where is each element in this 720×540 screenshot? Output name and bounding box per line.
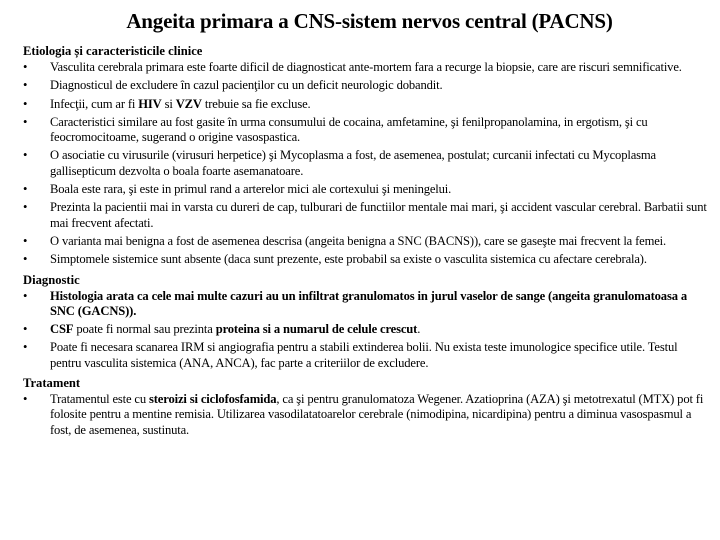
bullet-list — [23, 289, 708, 371]
list-item — [23, 115, 708, 146]
text-segment: , ca şi pentru granulomatoza Wegener. Azatioprina (AZA) şi metotrexatul (MTX) pot fi folosite pentru a mentine remisia. Utilizarea vasodilatatoarelor cerebrale (nimodipina, nicardipina) pentru a diminua vasospasmul a fost, de asemenea, sustinuta. — [50, 392, 704, 437]
list-item — [23, 60, 708, 75]
text-segment: HIV — [138, 96, 162, 111]
text-segment: O varianta mai benigna a fost de asemenea descrisa (angeita benigna a SNC (BACNS)), care se gaseşte mai frecvent la femei. — [50, 233, 667, 248]
section-heading: Tratament — [23, 376, 81, 391]
text-segment: Simptomele sistemice sunt absente (daca sunt prezente, este probabil sa existe o vasculita sistemica cu afectare cerebrala). — [50, 252, 647, 267]
bullet-list — [23, 392, 708, 438]
text-segment: Tratamentul este cu — [50, 392, 150, 407]
text-segment: O asociatie cu virusurile (virusuri herpetice) şi Mycoplasma a fost, de asemenea, postulat; curcanii infectati cu Mycoplasma gallisepticum dezvolta o boala foarte asemanatoare. — [50, 148, 656, 178]
text-segment: poate fi normal sau prezinta — [73, 322, 216, 337]
text-segment: si — [161, 96, 176, 111]
list-item — [23, 234, 708, 249]
text-segment: Poate fi necesara scanarea IRM si angiografia pentru a stabili extinderea bolii. Nu exista teste imunologice specifice utile. Testul pentru vasculita sistemica (ANA, ANCA), fac parte a criteriilor de excludere. — [50, 340, 678, 370]
text-segment: Boala este rara, şi este in primul rand a arterelor mici ale cortexului şi meningelui. — [50, 182, 452, 197]
bullet-list — [23, 60, 708, 268]
text-segment: steroizi si ciclofosfamida — [149, 392, 277, 407]
bullet-icon: • — [23, 96, 28, 111]
section-heading: Etiologia și caracteristicile clinice — [23, 44, 203, 58]
text-segment: Prezinta la pacientii mai in varsta cu dureri de cap, tulburari de functiilor mentale mai mari, şi accident vascular cerebral. Barbatii sunt mai frecvent afectati. — [50, 200, 707, 230]
list-item — [23, 392, 708, 438]
bullet-icon: • — [23, 148, 28, 163]
bullet-icon: • — [23, 78, 28, 93]
bullet-icon: • — [23, 233, 28, 248]
text-segment: Caracteristici similare au fost gasite în urma consumului de cocaina, amfetamine, şi fenilpropanolamina, in ergotism, şi cu feocromocitoame, sugerand o origine vasospastica. — [50, 114, 648, 145]
text-segment: Vasculita cerebrala primara este foarte dificil de diagnosticat ante-mortem fara a recurge la biopsie, care are riscuri semnificative. — [50, 60, 682, 74]
text-segment: CSF — [50, 322, 74, 337]
list-item — [23, 148, 708, 179]
list-item — [23, 322, 708, 337]
bullet-icon: • — [23, 322, 28, 337]
bullet-icon: • — [23, 392, 28, 407]
list-item — [23, 200, 708, 231]
text-segment: Infecţii, cum ar fi — [50, 96, 139, 111]
list-item — [23, 97, 708, 112]
bullet-icon: • — [23, 114, 28, 129]
text-segment: Histologia arata ca cele mai multe cazuri au un infiltrat granulomatos in jurul vaselor de sange (angeita granulomatoasa a SNC (GACNS)). — [50, 288, 687, 318]
text-segment: Diagnosticul de excludere în cazul pacienţilor cu un deficit neurologic dobandit. — [50, 78, 443, 93]
list-item — [23, 289, 708, 320]
list-item — [23, 252, 708, 267]
bullet-icon: • — [23, 60, 28, 74]
bullet-icon: • — [23, 182, 28, 197]
section-heading: Diagnostic — [23, 272, 80, 287]
list-item — [23, 340, 708, 371]
slide-title: Angeita primara a CNS-sistem nervos central (PACNS) — [126, 9, 613, 33]
text-segment: trebuie sa fie excluse. — [201, 96, 311, 111]
list-item — [23, 78, 708, 93]
bullet-icon: • — [23, 252, 28, 267]
bullet-icon: • — [23, 340, 28, 355]
text-segment: . — [417, 322, 421, 337]
text-segment: proteina si a numarul de celule crescut — [215, 322, 418, 337]
text-segment: VZV — [175, 96, 202, 111]
bullet-icon: • — [23, 288, 28, 303]
list-item — [23, 182, 708, 197]
bullet-icon: • — [23, 200, 28, 215]
slide-content — [23, 42, 708, 438]
